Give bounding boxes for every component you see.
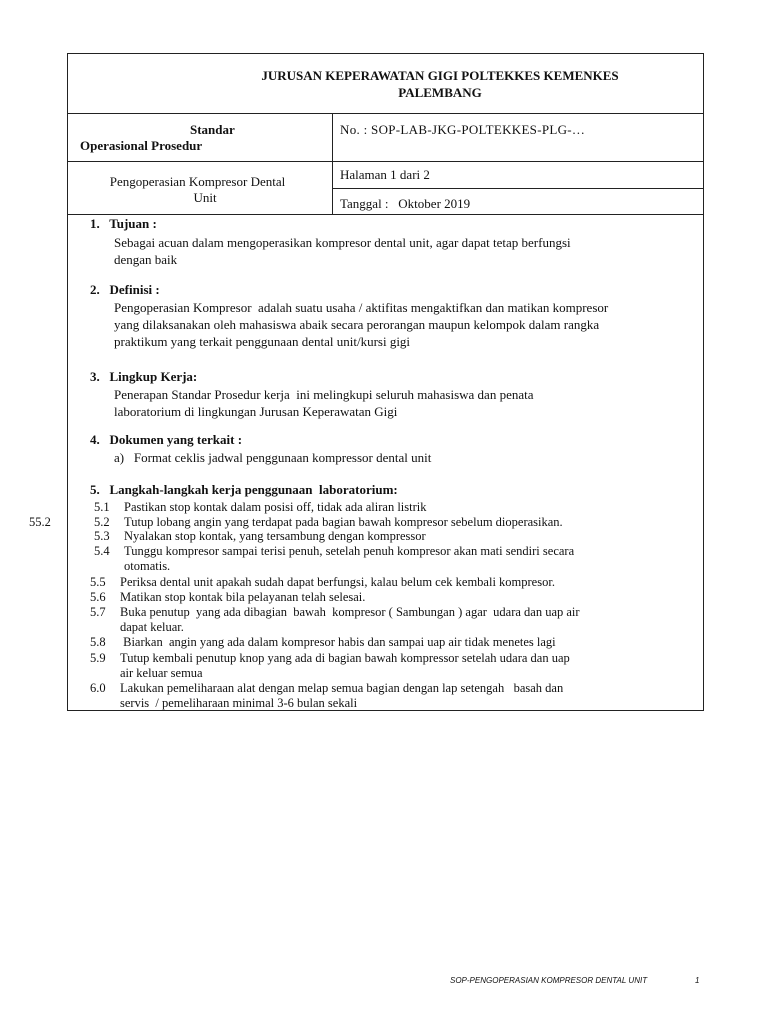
step-number: 6.0 bbox=[90, 681, 106, 695]
column-divider bbox=[332, 113, 333, 214]
section-2-line: Pengoperasian Kompresor adalah suatu usaha / aktifitas mengaktifkan dan matikan kompresor bbox=[114, 300, 609, 315]
step-number: 5.3 bbox=[94, 529, 110, 543]
margin-note: 55.2 bbox=[29, 515, 51, 529]
step-number: 5.6 bbox=[90, 590, 106, 604]
step-number: 5.7 bbox=[90, 605, 106, 619]
section-4-heading: 4. Dokumen yang terkait : bbox=[90, 432, 243, 447]
step-text: Tutup kembali penutup knop yang ada di bagian bawah kompressor setelah udara dan uap bbox=[120, 651, 570, 665]
step-text: Nyalakan stop kontak, yang tersambung dengan kompressor bbox=[124, 529, 426, 543]
step-number: 5.2 bbox=[94, 515, 110, 529]
section-2-heading: 2. Definisi : bbox=[90, 282, 160, 297]
section-2-line: yang dilaksanakan oleh mahasiswa abaik secara perorangan maupun kelompok dalam rangka bbox=[114, 317, 600, 332]
step-text: Lakukan pemeliharaan alat dengan melap semua bagian dengan lap setengah basah dan bbox=[120, 681, 564, 695]
step-text: Matikan stop kontak bila pelayanan telah selesai. bbox=[120, 590, 366, 604]
sop-label-line1: Standar bbox=[190, 122, 235, 137]
section-3-line: laboratorium di lingkungan Jurusan Keperawatan Gigi bbox=[114, 404, 398, 419]
step-number: 5.5 bbox=[90, 575, 106, 589]
document-number: No. : SOP-LAB-JKG-POLTEKKES-PLG-… bbox=[340, 122, 586, 137]
footer-page-number: 1 bbox=[695, 976, 700, 985]
step-text: Biarkan angin yang ada dalam kompresor habis dan sampai uap air tidak menetes lagi bbox=[120, 635, 556, 649]
step-number: 5.1 bbox=[94, 500, 110, 514]
section-3-line: Penerapan Standar Prosedur kerja ini melingkupi seluruh mahasiswa dan penata bbox=[114, 387, 534, 402]
section-2-line: praktikum yang terkait penggunaan dental unit/kursi gigi bbox=[114, 334, 411, 349]
institution-title-line2: PALEMBANG bbox=[398, 85, 482, 100]
section-1-line: Sebagai acuan dalam mengoperasikan kompresor dental unit, agar dapat tetap berfungsi bbox=[114, 235, 571, 250]
step-text-continuation: air keluar semua bbox=[120, 666, 203, 680]
sop-label-line2: Operasional Prosedur bbox=[80, 138, 203, 153]
cell-divider bbox=[332, 188, 703, 189]
step-number: 5.9 bbox=[90, 651, 106, 665]
procedure-title-line2: Unit bbox=[193, 190, 217, 205]
row-divider bbox=[68, 161, 703, 162]
procedure-title-line1: Pengoperasian Kompresor Dental bbox=[109, 174, 286, 189]
date-field bbox=[340, 196, 470, 212]
footer-document-title: SOP-PENGOPERASIAN KOMPRESOR DENTAL UNIT bbox=[450, 976, 648, 985]
section-1-line: dengan baik bbox=[114, 252, 178, 267]
section-5-heading: 5. Langkah-langkah kerja penggunaan laboratorium: bbox=[90, 482, 398, 497]
step-text: Tunggu kompresor sampai terisi penuh, setelah penuh kompresor akan mati sendiri secara bbox=[124, 544, 575, 558]
step-text: Periksa dental unit apakah sudah dapat berfungsi, kalau belum cek kembali kompresor. bbox=[120, 575, 555, 589]
page-info: Halaman 1 dari 2 bbox=[340, 167, 430, 182]
section-1-heading: 1. Tujuan : bbox=[90, 216, 157, 231]
body-divider bbox=[68, 214, 703, 215]
section-4-item: a) Format ceklis jadwal penggunaan kompressor dental unit bbox=[114, 450, 432, 465]
step-text-continuation: otomatis. bbox=[124, 559, 171, 573]
step-text: Buka penutup yang ada dibagian bawah kompresor ( Sambungan ) agar udara dan uap air bbox=[120, 605, 580, 619]
step-text: Tutup lobang angin yang terdapat pada bagian bawah kompresor sebelum dioperasikan. bbox=[124, 515, 563, 529]
step-text: Pastikan stop kontak dalam posisi off, tidak ada aliran listrik bbox=[124, 500, 427, 514]
date-label: Tanggal : bbox=[340, 196, 389, 211]
header-divider bbox=[68, 113, 703, 114]
step-number: 5.4 bbox=[94, 544, 110, 558]
date-value: Oktober 2019 bbox=[398, 196, 471, 211]
institution-title-line1: JURUSAN KEPERAWATAN GIGI POLTEKKES KEMENKES bbox=[261, 68, 619, 83]
step-number: 5.8 bbox=[90, 635, 106, 649]
section-3-heading: 3. Lingkup Kerja: bbox=[90, 369, 198, 384]
step-text-continuation: dapat keluar. bbox=[120, 620, 184, 634]
step-text-continuation: servis / pemeliharaan minimal 3-6 bulan sekali bbox=[120, 696, 358, 710]
